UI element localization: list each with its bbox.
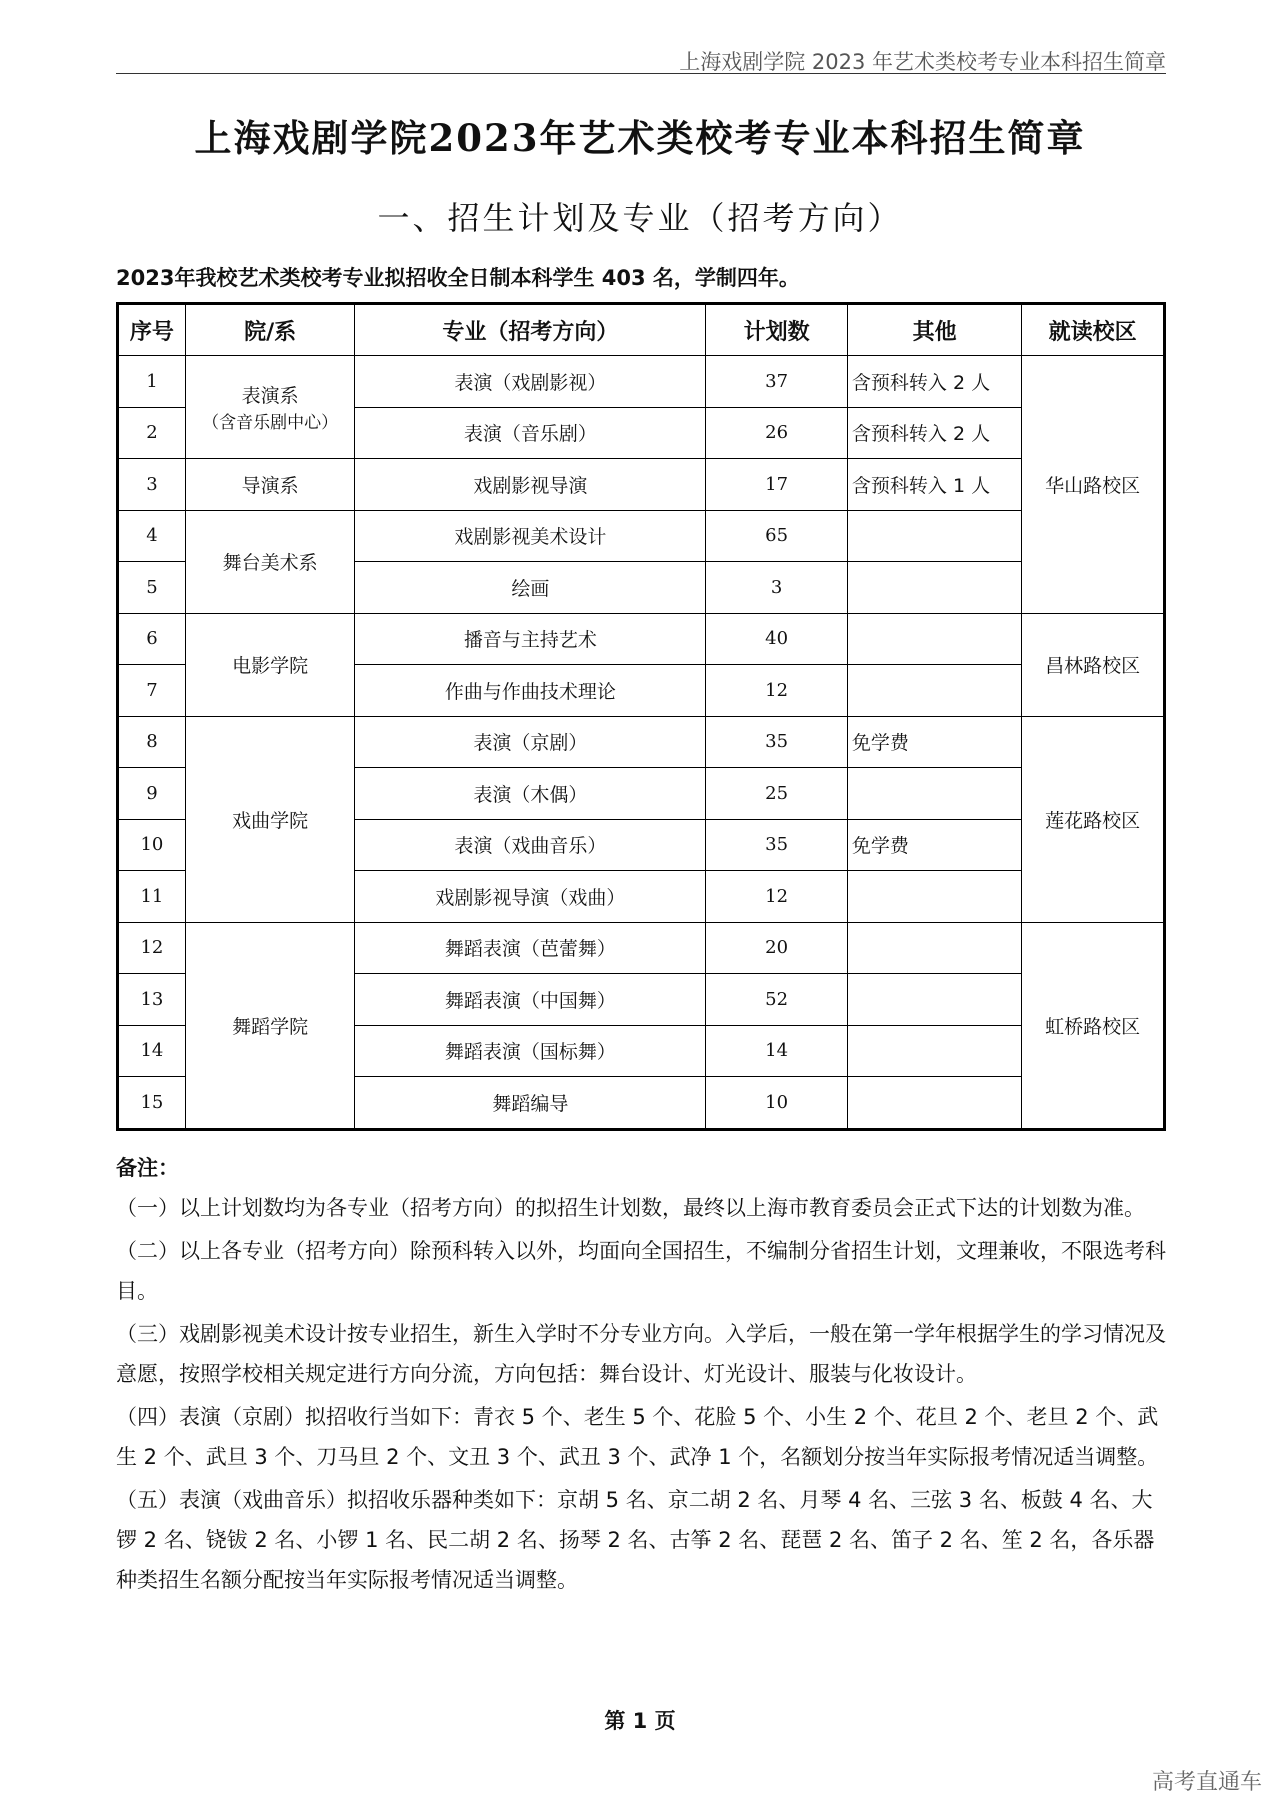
row-no: 3 — [118, 459, 186, 511]
plan-cell: 26 — [706, 407, 848, 459]
row-no: 11 — [118, 871, 186, 923]
row-no: 10 — [118, 819, 186, 871]
plan-cell: 52 — [706, 974, 848, 1026]
plan-cell: 10 — [706, 1077, 848, 1130]
dept-cell: 导演系 — [185, 459, 355, 511]
dept-cell: 舞台美术系 — [185, 510, 355, 613]
page-number: 第 1 页 — [604, 1709, 676, 1733]
major-cell: 绘画 — [355, 562, 706, 614]
table-row — [118, 510, 1165, 562]
plan-cell: 35 — [706, 819, 848, 871]
watermark: 高考直通车 — [1151, 1770, 1262, 1795]
dept-name: 表演系 — [241, 385, 299, 407]
major-cell: 舞蹈表演（中国舞） — [355, 974, 706, 1026]
header-plan: 计划数 — [706, 304, 848, 356]
table-row — [118, 716, 1165, 768]
major-cell: 表演（京剧） — [355, 716, 706, 768]
major-cell: 戏剧影视美术设计 — [355, 510, 706, 562]
row-no: 15 — [118, 1077, 186, 1130]
row-no: 13 — [118, 974, 186, 1026]
major-cell: 表演（木偶） — [355, 768, 706, 820]
row-no: 6 — [118, 613, 186, 665]
page-title: 上海戏剧学院2023年艺术类校考专业本科招生简章 — [194, 116, 1086, 160]
plan-cell: 37 — [706, 356, 848, 408]
note-item: （一）以上计划数均为各专业（招考方向）的拟招生计划数，最终以上海市教育委员会正式下达的计划数为准。 — [116, 1196, 1145, 1220]
dept-cell — [185, 356, 355, 459]
plan-cell: 12 — [706, 665, 848, 717]
row-no: 12 — [118, 922, 186, 974]
campus-cell: 昌林路校区 — [1022, 613, 1165, 716]
table-header-row — [118, 304, 1165, 356]
major-cell: 戏剧影视导演（戏曲） — [355, 871, 706, 923]
other-cell: 含预科转入 2 人 — [847, 356, 1021, 408]
row-no: 4 — [118, 510, 186, 562]
major-cell: 表演（戏剧影视） — [355, 356, 706, 408]
row-no: 9 — [118, 768, 186, 820]
note-item: （四）表演（京剧）拟招收行当如下：青衣 5 个、老生 5 个、花脸 5 个、小生 2 个、花旦 2 个、老旦 2 个、武生 2 个、武旦 3 个、刀马旦 2 个、文丑 3 个、武丑 3 个、武净 1 个，名额划分按当年实际报考情况适当调整。 — [116, 1405, 1159, 1469]
other-cell: 含预科转入 1 人 — [847, 459, 1021, 511]
enrollment-plan-table — [116, 302, 1166, 1131]
other-cell — [847, 871, 1021, 923]
notes-label: 备注： — [116, 1156, 179, 1180]
dept-cell: 戏曲学院 — [185, 716, 355, 922]
campus-cell: 华山路校区 — [1022, 356, 1165, 614]
other-cell — [847, 1077, 1021, 1130]
note-item: （二）以上各专业（招考方向）除预科转入以外，均面向全国招生，不编制分省招生计划，文理兼收，不限选考科目。 — [116, 1239, 1166, 1303]
major-cell: 舞蹈表演（芭蕾舞） — [355, 922, 706, 974]
plan-cell: 3 — [706, 562, 848, 614]
major-cell: 舞蹈编导 — [355, 1077, 706, 1130]
note-item: （三）戏剧影视美术设计按专业招生，新生入学时不分专业方向。入学后，一般在第一学年根据学生的学习情况及意愿，按照学校相关规定进行方向分流，方向包括：舞台设计、灯光设计、服装与化妆设计。 — [116, 1322, 1166, 1386]
table-row — [118, 459, 1165, 511]
row-no: 2 — [118, 407, 186, 459]
major-cell: 舞蹈表演（国标舞） — [355, 1025, 706, 1077]
section-title: 一、招生计划及专业（招考方向） — [377, 199, 903, 237]
major-cell: 戏剧影视导演 — [355, 459, 706, 511]
other-cell — [847, 562, 1021, 614]
row-no: 8 — [118, 716, 186, 768]
header-major: 专业（招考方向） — [355, 304, 706, 356]
table-row — [118, 922, 1165, 974]
row-no: 1 — [118, 356, 186, 408]
header-no: 序号 — [118, 304, 186, 356]
plan-cell: 65 — [706, 510, 848, 562]
plan-cell: 17 — [706, 459, 848, 511]
header-campus: 就读校区 — [1022, 304, 1165, 356]
other-cell — [847, 1025, 1021, 1077]
other-cell: 含预科转入 2 人 — [847, 407, 1021, 459]
dept-sub: （含音乐剧中心） — [202, 413, 339, 433]
major-cell: 播音与主持艺术 — [355, 613, 706, 665]
plan-cell: 12 — [706, 871, 848, 923]
dept-cell: 舞蹈学院 — [185, 922, 355, 1129]
other-cell — [847, 665, 1021, 717]
other-cell — [847, 768, 1021, 820]
campus-cell: 虹桥路校区 — [1022, 922, 1165, 1129]
dept-cell: 电影学院 — [185, 613, 355, 716]
row-no: 14 — [118, 1025, 186, 1077]
notes-section — [116, 1148, 1166, 1603]
header-dept: 院/系 — [185, 304, 355, 356]
header-divider — [116, 73, 1166, 74]
intro-paragraph: 2023年我校艺术类校考专业拟招收全日制本科学生 403 名，学制四年。 — [116, 266, 800, 290]
other-cell: 免学费 — [847, 716, 1021, 768]
plan-cell: 35 — [706, 716, 848, 768]
other-cell — [847, 510, 1021, 562]
major-cell: 表演（音乐剧） — [355, 407, 706, 459]
note-item: （五）表演（戏曲音乐）拟招收乐器种类如下：京胡 5 名、京二胡 2 名、月琴 4 名、三弦 3 名、板鼓 4 名、大锣 2 名、铙钹 2 名、小锣 1 名、民二胡 2 名、扬琴 2 名、古筝 2 名、琵琶 2 名、笛子 2 名、笙 2 名，各乐器种类招生名额分配按当年实际报考情况适当调整。 — [116, 1488, 1155, 1592]
header-other: 其他 — [847, 304, 1021, 356]
row-no: 5 — [118, 562, 186, 614]
plan-cell: 14 — [706, 1025, 848, 1077]
major-cell: 表演（戏曲音乐） — [355, 819, 706, 871]
row-no: 7 — [118, 665, 186, 717]
other-cell — [847, 922, 1021, 974]
plan-cell: 25 — [706, 768, 848, 820]
plan-cell: 40 — [706, 613, 848, 665]
table-row — [118, 356, 1165, 408]
table-row — [118, 613, 1165, 665]
other-cell — [847, 613, 1021, 665]
other-cell: 免学费 — [847, 819, 1021, 871]
major-cell: 作曲与作曲技术理论 — [355, 665, 706, 717]
running-header: 上海戏剧学院 2023 年艺术类校考专业本科招生简章 — [679, 50, 1166, 74]
other-cell — [847, 974, 1021, 1026]
plan-cell: 20 — [706, 922, 848, 974]
campus-cell: 莲花路校区 — [1022, 716, 1165, 922]
